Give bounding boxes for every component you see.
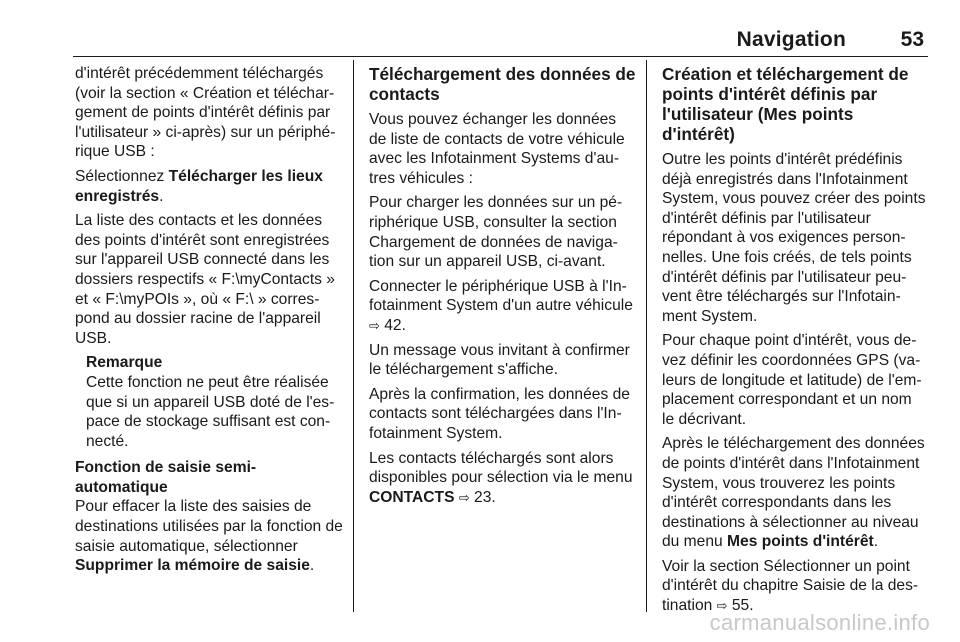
column-divider-right <box>646 60 647 612</box>
subheading: Fonction de saisie semi-automatique <box>75 459 257 496</box>
middle-column <box>369 64 637 512</box>
paragraph: Sélectionnez Télécharger les lieux enregistrés. <box>75 167 323 205</box>
reference-arrow-icon: ⇨ <box>369 317 380 333</box>
paragraph: Vous pouvez échanger les données de liste de contacts de votre véhicule avec les Infotainment Systems d'autres véhicules : <box>369 111 625 187</box>
watermark: carmanualsonline.info <box>709 610 930 635</box>
paragraph: Voir la section Sélectionner un point d'intérêt du chapitre Saisie de la destination ⇨ 55. <box>662 557 919 615</box>
page-header <box>0 28 960 52</box>
section-title: Navigation <box>736 28 846 51</box>
paragraph: Pour charger les données sur un périphérique USB, consulter la section Chargement de données de navigation sur un appareil USB, ci-avant. <box>369 194 623 271</box>
paragraph: Les contacts téléchargés sont alors disponibles pour sélection via le menu CONTACTS ⇨ 23. <box>369 449 633 506</box>
paragraph: Après le téléchargement des données de points d'intérêt dans l'Infotainment System, vous trouverez les points d'intérêt correspondants dans les destinations à sélectionner au niveau du menu Mes points d'intérêt. <box>662 435 925 551</box>
paragraph: Après la confirmation, les données de contacts sont téléchargées dans l'Infotainment System. <box>369 385 630 442</box>
paragraph: Un message vous invitant à confirmer le téléchargement s'affiche. <box>369 341 630 379</box>
note-box <box>86 353 343 451</box>
right-column <box>662 64 928 621</box>
reference-arrow-icon: ⇨ <box>458 489 470 505</box>
menu-option-label: Télécharger les lieux enregistrés <box>75 167 323 205</box>
paragraph: Pour effacer la liste des saisies de destinations utilisées par la fonction de saisie automatique, sélectionner Supprimer la mémoire de saisie. <box>75 498 343 575</box>
note-title: Remarque <box>86 354 163 372</box>
section-heading: Création et téléchargement de points d'intérêt définis par l'utilisateur (Mes points d'intérêt) <box>662 64 909 144</box>
paragraph: Outre les points d'intérêt prédéfinis déjà enregistrés dans l'Infotainment System, vous pouvez créer des points d'intérêt définis par l'utilisateur répondant à vos exigences personnelles. Une fois créés, de tels points d'intérêt définis par l'utilisateur peuvent être téléchargés sur l'Infotainment System. <box>662 151 926 325</box>
menu-option-label: CONTACTS <box>369 488 455 506</box>
menu-option-label: Mes points d'intérêt <box>727 533 874 551</box>
page-number: 53 <box>900 28 924 51</box>
note-text: Cette fonction ne peut être réalisée que si un appareil USB doté de l'espace de stockage suffisant est connecté. <box>86 373 335 450</box>
paragraph: La liste des contacts et les données des points d'intérêt sont enregistrées sur l'appareil USB connecté dans les dossiers respectifs « F:\myContacts » et « F:\myPOIs », où « F:\ » correspond au dossier racine de l'appareil USB. <box>75 212 335 347</box>
left-column <box>75 64 343 581</box>
column-divider-left <box>353 60 354 612</box>
menu-option-label: Supprimer la mémoire de saisie <box>75 557 310 575</box>
header-divider <box>73 56 928 57</box>
page-reference: 23. <box>469 488 496 506</box>
section-heading: Téléchargement des données de contacts <box>369 64 636 104</box>
paragraph: Pour chaque point d'intérêt, vous devez définir les coordonnées GPS (valeurs de longitude et latitude) de l'emplacement correspondant et un nom le décrivant. <box>662 332 922 428</box>
page-reference: 42. <box>379 316 406 334</box>
page-reference: 55. <box>727 597 754 615</box>
reference-arrow-icon: ⇨ <box>716 598 728 614</box>
paragraph: Connecter le périphérique USB à l'Infotainment System d'un autre véhicule ⇨ 42. <box>369 277 633 334</box>
paragraph: d'intérêt précédemment téléchargés (voir la section « Création et téléchargement de points d'intérêt définis par l'utilisateur » ci-après) sur un périphérique USB : <box>75 65 336 161</box>
